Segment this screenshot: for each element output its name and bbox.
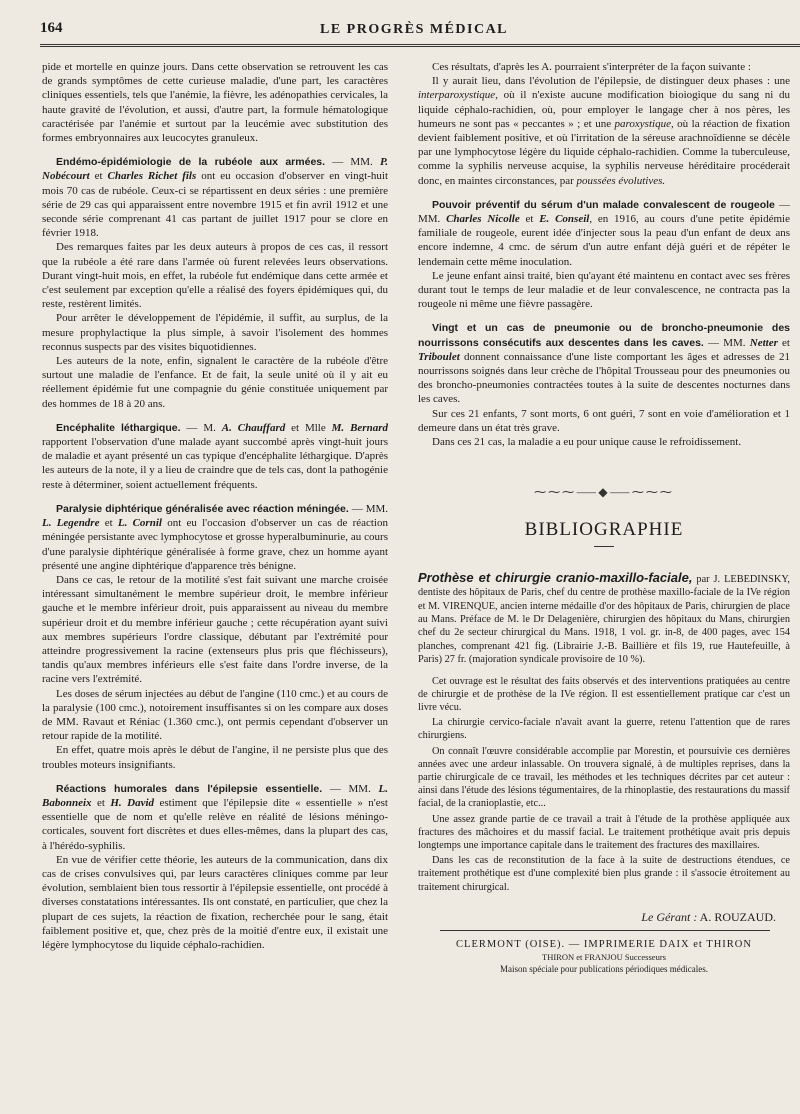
page-number: 164 [40,20,63,36]
paragraph: Les auteurs de la note, enfin, signalent le caractère de la rubéole d'être surtout une maladie de l'enfance. Et de fait, la seule unité où il y ait eu réellement épidémie fut une compagnie du génie constituée uniquement par des hommes de 18 à 20 ans. [42,355,388,410]
paragraph: Pour arrêter le développement de l'épidémie, il suffit, au surplus, de la mesure prophylactique la plus simple, à savoir l'isolement des hommes reconnus suspects par des visites biquotidiennes. [42,312,388,353]
review-paragraph: Dans les cas de reconstitution de la face à la suite de destructions étendues, ce traitement prothétique est d'une complexité bien plus grande : il s'associe étroitement au traitement chirurgical. [418,855,790,893]
paragraph: Dans ces 21 cas, la maladie a eu pour unique cause le refroidissement. [432,436,742,449]
printer-imprint [418,939,790,975]
encephalite-section: Encéphalite léthargique. — M. A. Chauffard et Mlle M. Bernard rapportent l'observation d'une malade ayant succombé après vingt-huit jours de maladie et ayant présenté un cas typique d'encéphalite léthargique. D'après les auteurs de la note, il y a lieu de craindre que de tels cas, dont la pathogénie reste à déterminer, soient actuellement fréquents. [42,421,388,491]
heading-rule [594,546,614,547]
paragraph: Il y aurait lieu, dans l'évolution de l'épilepsie, de distinguer deux phases : une interparoxystique, où il n'existe aucune modification bioiogique du sang ni du liquide céphalo-rachidien, où, pour employer le langage cher à nos pères, les humeurs ne sont pas « peccantes » ; et une paroxystique, où la réaction de fixation devient faiblement positive, et où l'irritation de la séreuse arachnoïdienne se décèle par une lymphocytose légère du liquide céphalo-rachidien. Comme la tuberculeuse, comme la syphilis nerveuse acquise, la syphilis nerveuse héréditaire procéderait donc, en maintes circonstances, par poussées évolutives. [418,75,790,187]
page-header [40,20,800,48]
paragraph: Sur ces 21 enfants, 7 sont morts, 6 ont guéri, 7 sont en voie d'amélioration et 1 demeure dans un état très grave. [418,407,790,434]
review-paragraph: La chirurgie cervico-faciale n'avait avant la guerre, retenu l'attention que de rares chirurgiens. [418,717,790,742]
left-column [42,60,388,952]
pneumonie-section: Vingt et un cas de pneumonie ou de broncho-pneumonie des nourrissons consécutifs aux descentes dans les caves. — MM. Netter et Triboulet donnent connaissance d'une liste comportant les âges et adresses de 21 nourrissons soignés dans leur crèche de l'hôpital Trousseau pour des pneumonies ou des broncho-pneumonies contractées toutes à la suite de descentes nocturnes dans les caves. [418,322,790,406]
rougeole-section: Pouvoir préventif du sérum d'un malade convalescent de rougeole — MM. Charles Nicolle et E. Conseil, en 1916, au cours d'une petite épidémie familiale de rougeole, eurent idée d'injecter sous la peau d'un enfant de deux ans encore indemne, 4 cmc. de sérum d'un autre enfant déjà guéri et de répéter le lendemain cette même inoculation. [418,198,790,268]
epilepsie-title: Réactions humorales dans l'épilepsie essentielle. [56,782,323,795]
printer-line-2: THIRON et FRANJOU Successeurs [542,951,666,962]
rubeole-section: Endémo-épidémiologie de la rubéole aux armées. — MM. P. Nobécourt et Charles Richet fils ont eu occasion d'observer en vingt-huit mois 70 cas de rubéole. Ceux-ci se répartissent en deux séries : une première série de 29 cas qui apparaissent entre novembre 1915 et fin avril 1912 et une seconde série comprenant 41 cas partant de juillet 1917 pour se clore en février 1918. [42,156,389,240]
right-column [418,60,790,975]
paralysie-title: Paralysie diphtérique généralisée avec réaction méningée. [56,502,349,515]
intro-paragraph: pide et mortelle en quinze jours. Dans cette observation se retrouvent les cas de grands symptômes de cette curieuse maladie, d'une part, les caractères cliniques essentiels, tels que l'anémie, la fièvre, les adénopathies cervicales, la haute gravité de l'évolution, et aussi, d'autre part, la formule hématologique caractérisée par l'anémie et surtout par la leucémie avec substitution des formes embryonnaires aux leucocytes granuleux. [42,61,388,145]
paragraph: En vue de vérifier cette théorie, les auteurs de la communication, dans dix cas de crises convulsives qui, par leurs caractères cliniques comme par leur évolution, semblaient bien tous ressortir à l'épilepsie essentielle, ont procédé à diverses constatations intéressantes. Ils ont constaté, en particulier, que chez la plupart de ces sujets, la réaction de fixation, recherchée pour le sang, était faiblement positive et, que, chez près de la moitié d'entre eux, il existait une légère lymphocytose du liquide céphalo-rachidien. [42,853,388,951]
book-details: par J. LEBEDINSKY, dentiste des hôpitaux de Paris, chef du centre de prothèse maxillo-faciale de la IVe région et M. VIRENQUE, ancien interne médaille d'or des hôpitaux de Paris, chirurgien de place au Mans. Préface de M. le Dr Delagenière, chirurgien des hôpitaux du Mans, chirurgien chef du 2e secteur chirurgical du Mans. 1918, 1 vol. gr. in-8, de 400 pages, avec 154 planches, comprenant 421 fig. (Librairie J.-B. Baillière et fils 19, rue Hautefeuille, à Paris) 27 fr. (majoration syndicale provisoire de 10 %). [418,573,791,666]
paragraph: En effet, quatre mois après le début de l'angine, il ne persiste plus que des troubles moteurs insignifiants. [42,744,388,771]
paragraph: Les doses de sérum injectées au début de l'angine (110 cmc.) et au cours de la paralysie (100 cmc.), notoirement insuffisantes si on les compare aux doses de MM. Ravaut et Réniac (1.360 cmc.), ont permis cependant d'observer un retour rapide de la motilité. [42,687,388,743]
review-paragraph: On connaît l'œuvre considérable accomplie par Morestin, et poursuivie ces dernières années avec une ardeur inlassable. On trouvera signalé, à de multiples reprises, dans la partie chirurgicale de ce travail, les méthodes et les techniques décrites par cet auteur : ainsi dans l'étude des lésions tégumentaires, de la rhinoplastie, des restaurations du massif facial, de la cranioplastie, etc... [418,745,790,810]
printer-line-1: CLERMONT (OISE). — IMPRIMERIE DAIX et THIRON [456,938,752,950]
rougeole-title: Pouvoir préventif du sérum d'un malade convalescent de rougeole [432,198,775,211]
paragraph: Des remarques faites par les deux auteurs à propos de ces cas, il ressort que la rubéole a été rare dans l'armée où furent relevées leurs observations. Durant vingt-huit mois, en effet, la rubéole fut endémique dans cette armée et c'est seulement par exception qu'elle a réalisé des foyers épidémiques qui, du reste, restèrent limités. [42,241,388,311]
footer-rule [440,930,770,931]
rubeole-title: Endémo-épidémiologie de la rubéole aux armées. [56,156,326,169]
printer-line-3: Maison spéciale pour publications périodiques médicales. [500,963,708,974]
header-rule [40,44,800,47]
paragraph: Le jeune enfant ainsi traité, bien qu'ayant été maintenu en contact avec ses frères durant tout le temps de leur maladie et de leur convalescence, ne contracta pas la rougeole ni même une fièvre passagère. [418,269,790,311]
gerant-signature: Le Gérant : A. ROUZAUD. [641,909,776,924]
paragraph: Dans ce cas, le retour de la motilité s'est fait suivant une marche croisée intéressant simultanément le membre supérieur droit, le membre inférieur gauche et le membre inférieur droit, puis apparaissent au niveau du membre supérieur droit et du membre inférieur gauche ; cette récupération ayant suivi aux membres supérieurs l'ordre classique, débutant par l'extrémité pour atteindre progressivement la racine (extenseurs plus pris que fléchisseurs), tandis qu'aux membres inférieurs elle s'est faite dans l'ordre inverse, de la racine vers l'extrémité. [42,573,388,686]
paragraph: Ces résultats, d'après les A. pourraient s'interpréter de la façon suivante : [432,61,751,73]
ornament-divider: ⁓⁓⁓⸺◆⸺⁓⁓⁓ [534,485,674,500]
encephalite-title: Encéphalite léthargique. [56,421,181,434]
review-paragraph: Une assez grande partie de ce travail a trait à l'étude de la prothèse appliquée aux fractures des mâchoires et du massif facial. Le traitement prothétique avait pris depuis longtemps une importance capitale dans le traitement des fractures des maxillaires. [418,813,790,851]
book-title: Prothèse et chirurgie cranio-maxillo-faciale, [418,569,693,585]
bibliography-heading: BIBLIOGRAPHIE [524,519,684,541]
pneumonie-title: Vingt et un cas de pneumonie ou de broncho-pneumonie des nourrissons consécutifs aux descentes dans les caves. [418,322,790,349]
paralysie-section: Paralysie diphtérique généralisée avec réaction méningée. — MM. L. Legendre et L. Cornil ont eu l'occasion d'observer un cas de réaction méningée persistante avec lymphocytose et grosse hyperalbuminurie, au cours d'une paralysie diphtérique généralisée à forme grave, chez un homme ayant présenté une angine diphtérique d'apparence très bénigne. [42,502,389,572]
epilepsie-section: Réactions humorales dans l'épilepsie essentielle. — MM. L. Babonneix et H. David estiment que l'épilepsie dite « essentielle » n'est essentielle que de nom et qu'elle relève en réalité de lésions méningo-corticales, souvent fort discrètes et dues elles-mêmes, dans la plupart des cas, à l'hérédo-syphilis. [42,782,388,852]
review-paragraph: Cet ouvrage est le résultat des faits observés et des interventions pratiquées au centre de chirurgie et de prothèse de la IVe région. Il est essentiellement pratique car c'est un livre vécu. [418,675,790,713]
running-title: LE PROGRÈS MÉDICAL [320,22,509,37]
book-entry [418,571,790,667]
